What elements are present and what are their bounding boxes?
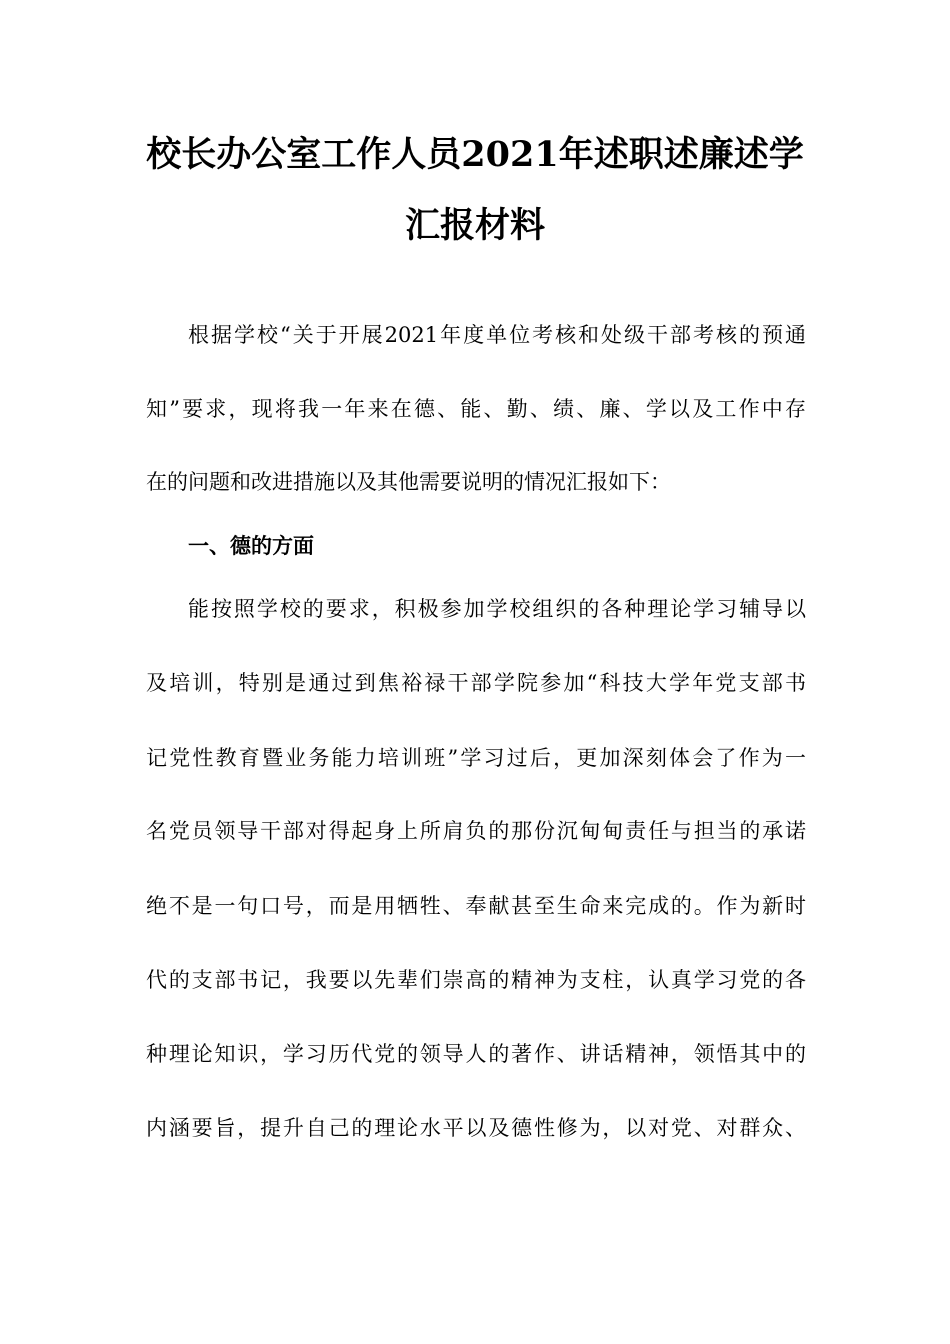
intro-line-3: 在的问题和改进措施以及其他需要说明的情况汇报如下：	[146, 470, 671, 494]
section1-line-5: 绝不是一句口号，而是用牺牲、奉献甚至生命来完成的。作为新时	[146, 894, 806, 918]
section1-line-6: 代的支部书记，我要以先辈们崇高的精神为支柱，认真学习党的各	[146, 968, 806, 992]
section1-line-1: 能按照学校的要求，积极参加学校组织的各种理论学习辅导以	[188, 597, 806, 621]
document-title-line-1: 校长办公室工作人员2021年述职述廉述学	[146, 134, 804, 175]
section-heading-de: 一、德的方面	[188, 534, 314, 558]
intro-line-1: 根据学校“关于开展2021年度单位考核和处级干部考核的预通	[188, 323, 806, 347]
section1-line-2: 及培训，特别是通过到焦裕禄干部学院参加“科技大学年党支部书	[146, 671, 806, 695]
document-title-line-2: 汇报材料	[404, 205, 545, 246]
intro-line-2: 知”要求，现将我一年来在德、能、勤、绩、廉、学以及工作中存	[146, 397, 806, 421]
section1-line-7: 种理论知识，学习历代党的领导人的著作、讲话精神，领悟其中的	[146, 1042, 806, 1066]
section1-line-8: 内涵要旨，提升自己的理论水平以及德性修为，以对党、对群众、	[146, 1116, 806, 1140]
section1-line-4: 名党员领导干部对得起身上所肩负的那份沉甸甸责任与担当的承诺	[146, 819, 806, 843]
section1-line-3: 记党性教育暨业务能力培训班”学习过后，更加深刻体会了作为一	[146, 746, 806, 770]
